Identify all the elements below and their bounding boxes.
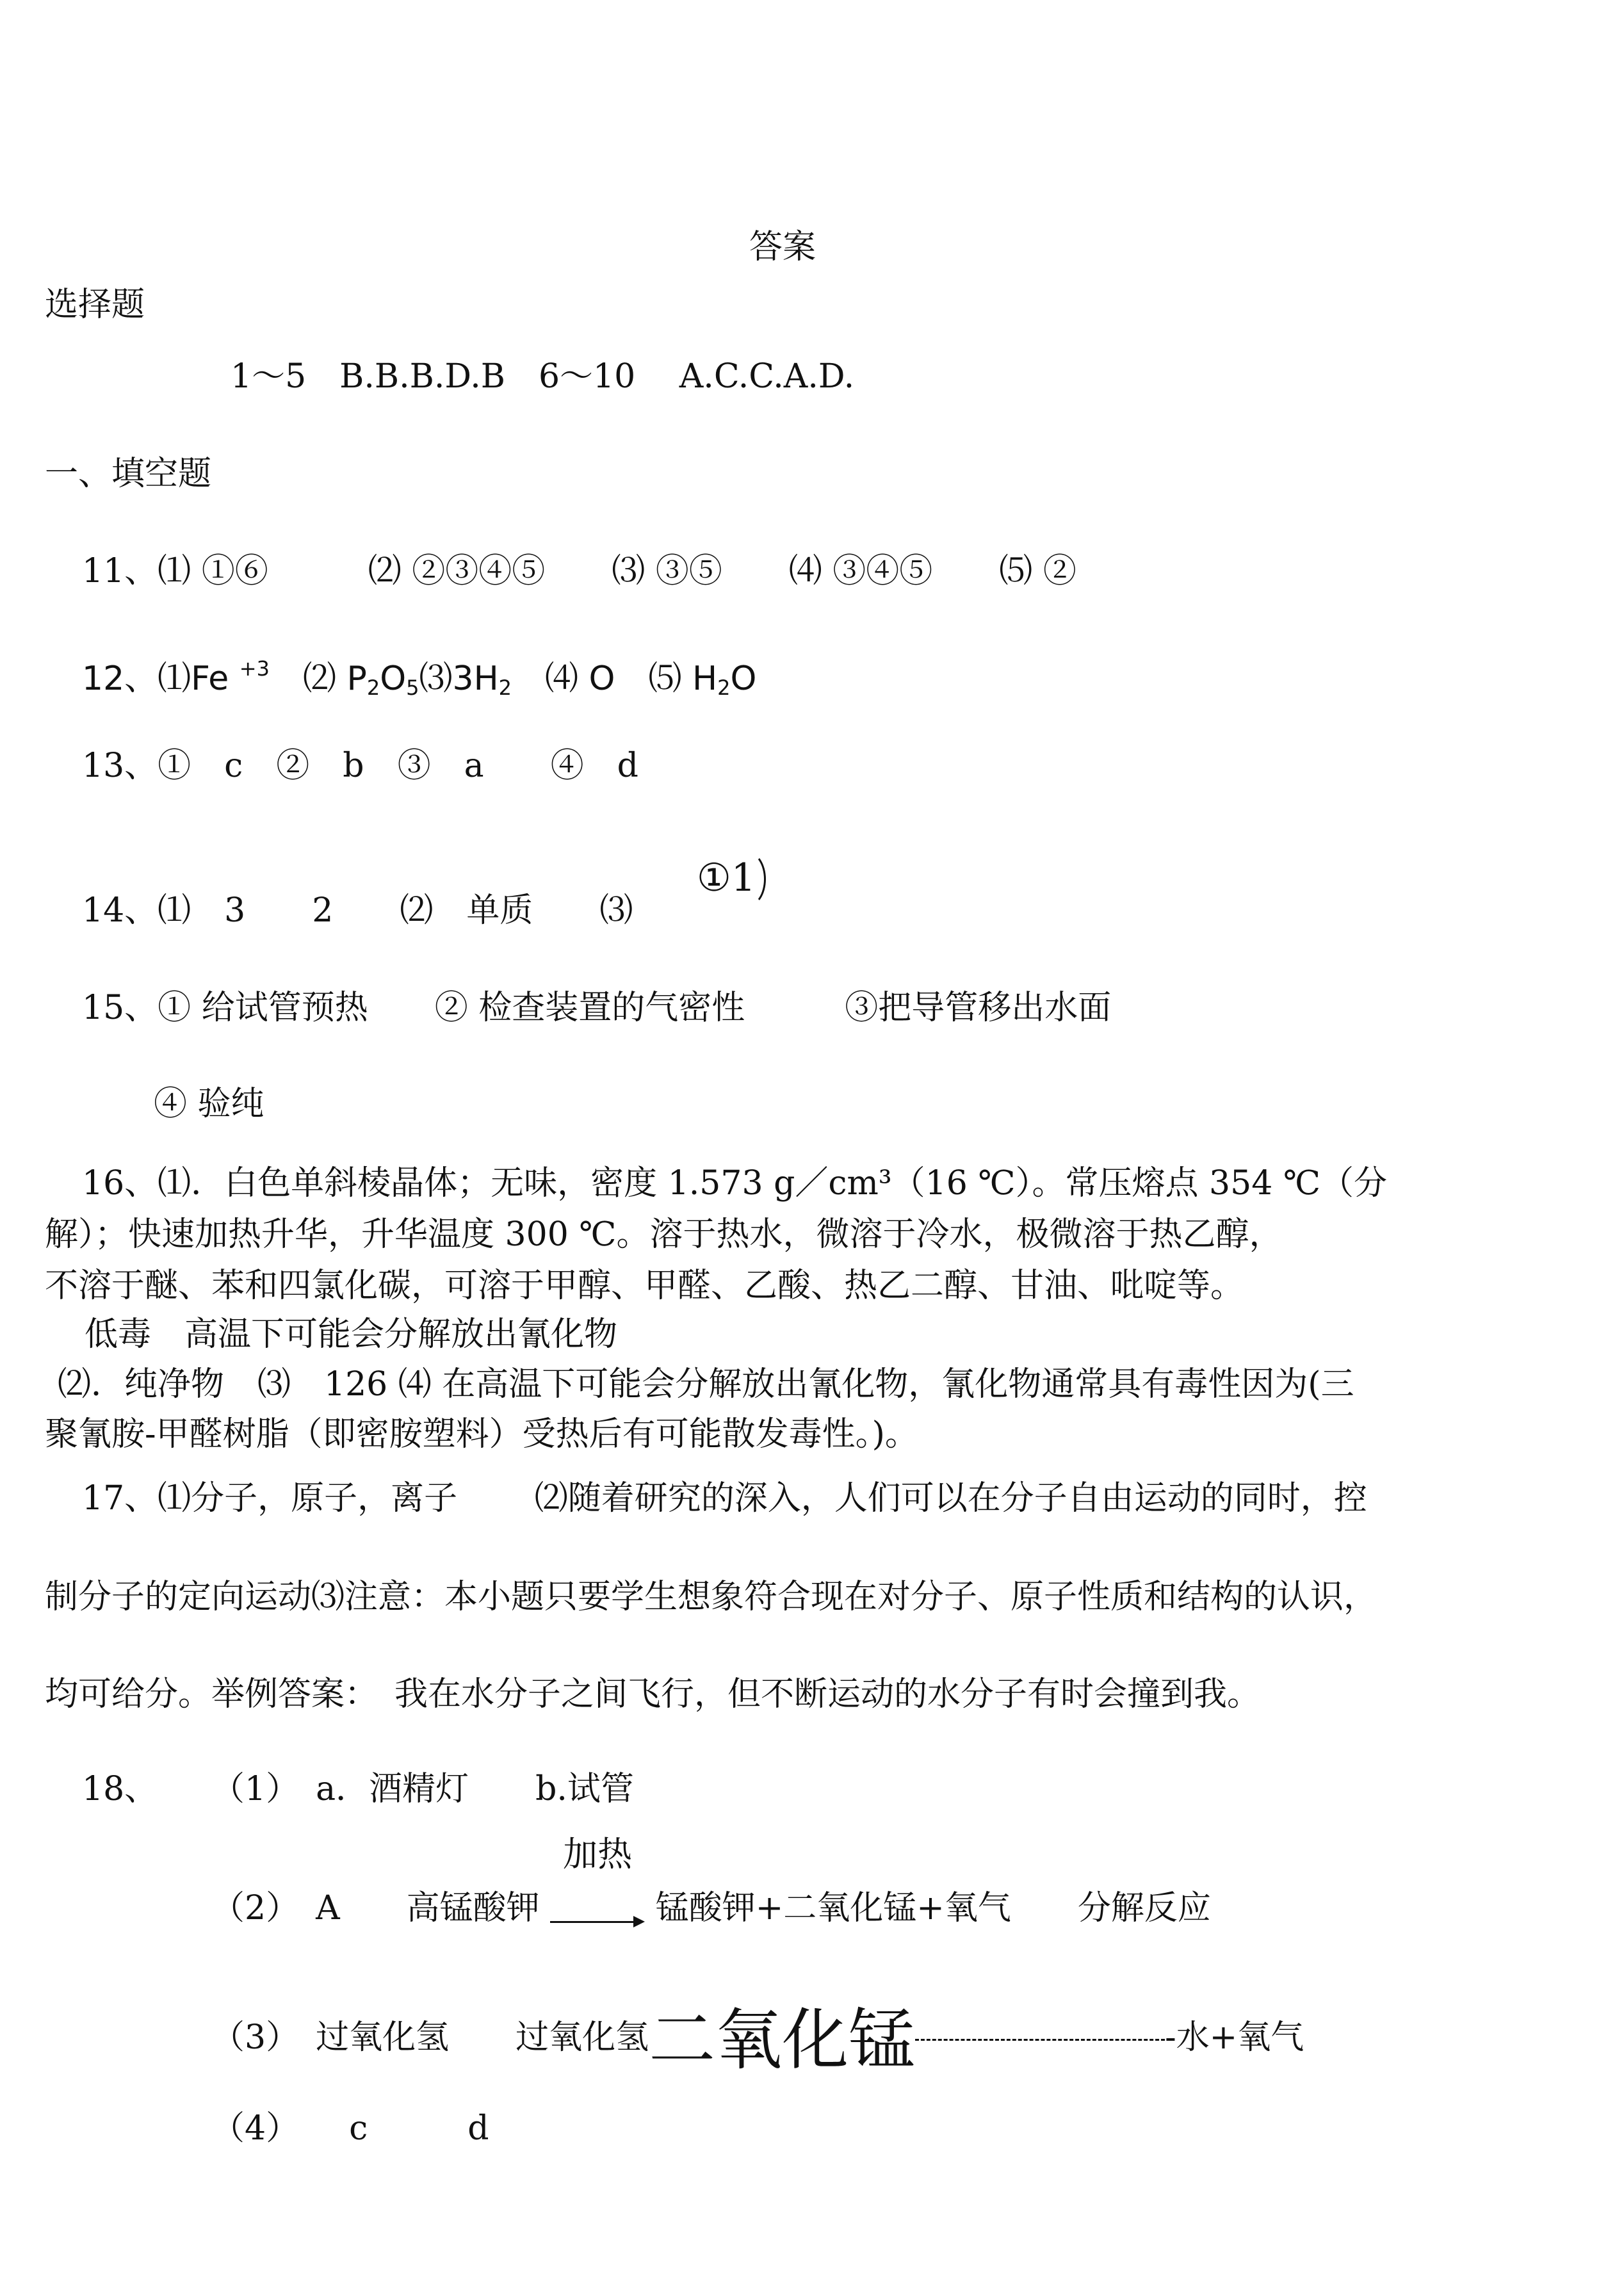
- atom-nucleus-label: ①1: [697, 856, 756, 900]
- q18-part2-reactant: （2） A 高锰酸钾: [211, 1889, 540, 1927]
- q15-answer-line1: 15、① 给试管预热 ② 检查装置的气密性 ③把导管移出水面: [82, 989, 1112, 1027]
- q12-sub1: 2: [366, 676, 380, 700]
- choice-heading: 选择题: [45, 286, 145, 324]
- q17-line3: 均可给分。举例答案： 我在水分子之间飞行，但不断运动的水分子有时会撞到我。: [45, 1675, 1261, 1714]
- q17-line1: 17、⑴分子，原子，离子 ⑵随着研究的深入，人们可以在分子自由运动的同时，控: [82, 1479, 1367, 1518]
- q18-part2: [211, 1833, 1211, 1931]
- q12-part-b: ⑵ P: [269, 660, 367, 698]
- atom-structure-diagram: [697, 856, 756, 900]
- q18-part3: [211, 2000, 1304, 2079]
- q12-part-e: ⑷ O ⑸ H: [512, 660, 718, 698]
- catalyst-label: 二氧化锰: [649, 2000, 916, 2079]
- q16-line6: 聚氰胺-甲醛树脂（即密胺塑料）受热后有可能散发毒性。)。: [45, 1415, 918, 1454]
- q18-number: 18、: [82, 1770, 158, 1808]
- electron-shell-arc: [730, 852, 766, 907]
- arrow-head: [633, 1916, 645, 1927]
- page-title: 答案: [749, 228, 816, 266]
- q12-answer: [82, 648, 756, 708]
- reaction-arrow: [550, 1833, 645, 1931]
- q12-part-d: ⑶3H: [419, 660, 499, 698]
- q18-part1: （1） a．酒精灯 b.试管: [211, 1770, 634, 1808]
- q12-part-f: O: [730, 660, 757, 698]
- fill-heading: 一、填空题: [45, 455, 212, 493]
- q18-part2-products: 锰酸钾+二氧化锰+氧气 分解反应: [655, 1889, 1211, 1927]
- q11-answer: 11、⑴ ①⑥ ⑵ ②③④⑤ ⑶ ③⑤ ⑷ ③④⑤ ⑸ ②: [82, 552, 1076, 590]
- q13-answer: 13、① c ② b ③ a ④ d: [82, 747, 638, 785]
- arrow-shaft: [550, 1921, 633, 1923]
- q12-sub4: 2: [717, 676, 731, 700]
- q16-line5: ⑵．纯净物 ⑶ 126 ⑷ 在高温下可能会分解放出氰化物，氰化物通常具有毒性因为(三: [58, 1365, 1354, 1404]
- q16-line1: 16、⑴．白色单斜棱晶体；无味，密度 1.573 g／cm³（16 ℃）。常压熔点 354 ℃（分: [82, 1164, 1388, 1203]
- q16-line2: 解）；快速加热升华，升华温度 300 ℃。溶于热水，微溶于冷水，极微溶于热乙醇，: [45, 1215, 1283, 1254]
- q18-part4: （4） c d: [211, 2109, 489, 2148]
- q12-sub3: 2: [498, 676, 512, 700]
- q18-part3-reactant: （3） 过氧化氢 过氧化氢: [211, 2018, 649, 2057]
- q12-charge: +3: [239, 656, 270, 681]
- q17-line2: 制分子的定向运动⑶注意：本小题只要学生想象符合现在对分子、原子性质和结构的认识，: [45, 1578, 1377, 1616]
- q12-sub2: 5: [406, 676, 419, 700]
- q16-line4: 低毒 高温下可能会分解放出氰化物: [85, 1315, 618, 1354]
- arrow-condition-label: 加热: [563, 1833, 633, 1874]
- q15-answer-line2: ④ 验纯: [154, 1085, 264, 1123]
- q14-answer: 14、⑴ 3 2 ⑵ 单质 ⑶: [82, 891, 633, 930]
- dashed-arrow-line: [915, 2039, 1165, 2041]
- q18-part3-products: -水+氧气: [1165, 2018, 1304, 2057]
- q12-part-c: O: [380, 660, 407, 698]
- choice-answers: 1～5 B.B.B.D.B 6～10 A.C.C.A.D.: [231, 357, 855, 396]
- q16-line3: 不溶于醚、苯和四氯化碳，可溶于甲醇、甲醛、乙酸、热乙二醇、甘油、吡啶等。: [45, 1267, 1244, 1305]
- q12-part-a: 12、⑴Fe: [82, 660, 240, 698]
